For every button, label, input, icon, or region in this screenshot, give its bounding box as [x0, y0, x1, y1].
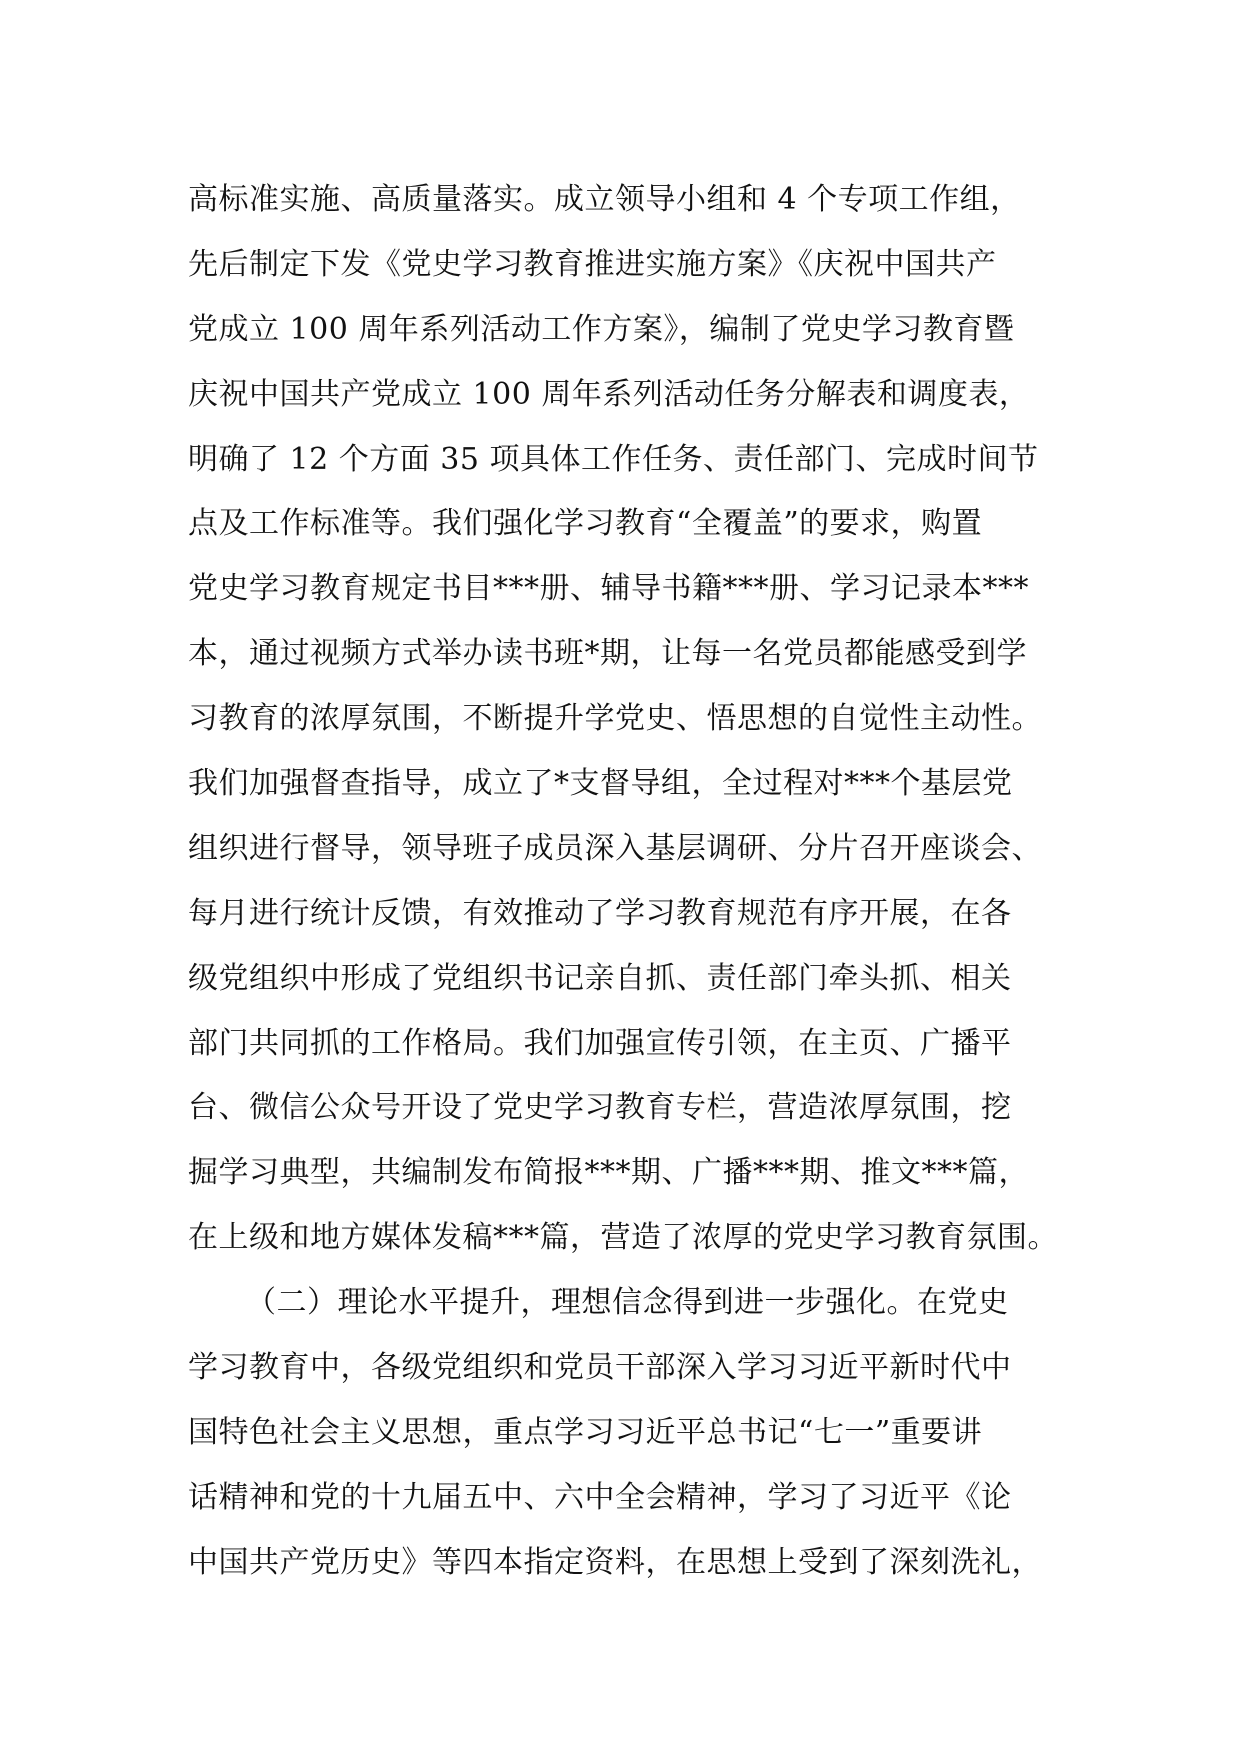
text-line: 党史学习教育规定书目***册、辅导书籍***册、学习记录本*** [188, 571, 1029, 607]
text-line: 部门共同抓的工作格局。我们加强宣传引领，在主页、广播平 [188, 1025, 1012, 1061]
text-line: 掘学习典型，共编制发布简报***期、广播***期、推文***篇， [188, 1155, 1029, 1191]
text-line: 高标准实施、高质量落实。成立领导小组和 4 个专项工作组， [188, 182, 1021, 217]
text-line: 台、微信公众号开设了党史学习教育专栏，营造浓厚氛围，挖 [188, 1090, 1012, 1126]
text-line: 话精神和党的十九届五中、六中全会精神，学习了习近平《论 [188, 1479, 1012, 1515]
body-text [188, 168, 1068, 1596]
text-line: 在上级和地方媒体发稿***篇，营造了浓厚的党史学习教育氛围。 [188, 1220, 1058, 1256]
text-line: 级党组织中形成了党组织书记亲自抓、责任部门牵头抓、相关 [188, 960, 1012, 996]
text-line: 中国共产党历史》等四本指定资料，在思想上受到了深刻洗礼， [188, 1544, 1042, 1580]
section-heading-line: （二）理论水平提升，理想信念得到进一步强化。在党史 [246, 1285, 1009, 1321]
text-line: 学习教育中，各级党组织和党员干部深入学习习近平新时代中 [188, 1350, 1012, 1386]
text-line: 明确了 12 个方面 35 项具体工作任务、责任部门、完成时间节 [188, 441, 1039, 477]
text-line: 组织进行督导，领导班子成员深入基层调研、分片召开座谈会、 [188, 830, 1042, 866]
text-line: 我们加强督查指导，成立了*支督导组，全过程对***个基层党 [188, 766, 1013, 802]
text-line: 本，通过视频方式举办读书班*期，让每一名党员都能感受到学 [188, 636, 1027, 672]
text-line: 习教育的浓厚氛围，不断提升学党史、悟思想的自觉性主动性。 [188, 701, 1042, 737]
text-line: 点及工作标准等。我们强化学习教育“全覆盖”的要求，购置 [188, 506, 983, 542]
text-line: 国特色社会主义思想，重点学习习近平总书记“七一”重要讲 [188, 1414, 983, 1450]
text-line: 庆祝中国共产党成立 100 周年系列活动任务分解表和调度表， [188, 376, 1030, 412]
text-line: 党成立 100 周年系列活动工作方案》，编制了党史学习教育暨 [188, 311, 1015, 347]
text-line: 先后制定下发《党史学习教育推进实施方案》《庆祝中国共产 [188, 246, 997, 282]
text-line: 每月进行统计反馈，有效推动了学习教育规范有序开展，在各 [188, 895, 1012, 931]
